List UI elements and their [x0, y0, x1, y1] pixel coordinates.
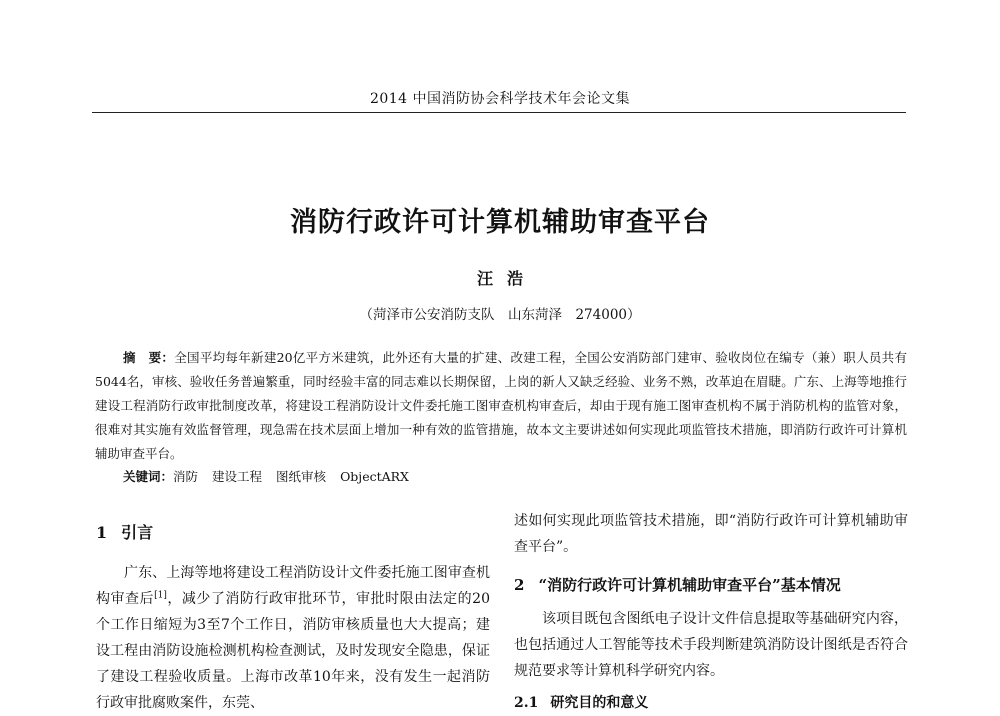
header-rule [92, 112, 906, 113]
body-paragraph: 该项目既包含图纸电子设计文件信息提取等基础研究内容，也包括通过人工智能等技术手段判断建筑消防设计图纸是否符合规范要求等计算机科学研究内容。 [514, 611, 908, 679]
keywords-label: 关键词： [123, 469, 174, 484]
abstract-label: 摘 要： [123, 350, 175, 365]
keyword: 消防 [173, 469, 199, 484]
section-heading [96, 520, 490, 546]
abstract [95, 346, 907, 466]
keyword: ObjectARX [340, 469, 409, 484]
right-column [514, 508, 908, 716]
author-affiliation: （菏泽市公安消防支队 山东菏泽 274000） [359, 307, 641, 323]
subsection-title: 研究目的和意义 [550, 695, 649, 711]
left-column [96, 520, 490, 716]
citation-ref: [1] [154, 590, 167, 601]
author-name: 汪浩 [476, 269, 537, 288]
keyword: 图纸审核 [276, 469, 327, 484]
section-number: 1 [96, 523, 108, 542]
running-header: 2014 中国消防协会科学技术年会论文集 [369, 91, 631, 107]
body-paragraph: 述如何实现此项监管技术措施，即“消防行政许可计算机辅助审查平台”。 [514, 513, 908, 555]
subsection-heading [514, 690, 908, 716]
keywords [95, 465, 907, 489]
section-number: 2 [514, 576, 525, 594]
abstract-text: 全国平均每年新建20亿平方米建筑，此外还有大量的扩建、改建工程，全国公安消防部门建审、验收岗位在编专（兼）职人员共有5044名，审核、验收任务普遍繁重，同时经验丰富的同志难以长期保留，上岗的新人又缺乏经验、业务不熟，改革迫在眉睫。广东、上海等地推行建设工程消防行政审批制度改革，将建设工程消防设计文件委托施工图审查机构审查后，却由于现有施工图审查机构不属于消防机构的监管对象，很难对其实施有效监督管理，现急需在技术层面上增加一种有效的监管措施，故本文主要讲述如何实现此项监管技术措施，即消防行政许可计算机辅助审查平台。 [95, 350, 907, 461]
article-title: 消防行政许可计算机辅助审查平台 [290, 207, 710, 238]
paragraph-text: ，减少了消防行政审批环节，审批时限由法定的20个工作日缩短为3至7个工作日，消防审核质量也大大提高；建设工程由消防设施检测机构检查测试，及时发现安全隐患，保证了建设工程验收质量。上海市改革10年来，没有发生一起消防行政审批腐败案件，东莞、 [96, 591, 490, 711]
paragraph-text: 广东、上海等地将建设工程消防设计文件委托施工图审查机构审查后 [96, 565, 490, 607]
body-paragraph [96, 560, 490, 716]
subsection-number: 2.1 [514, 695, 539, 711]
section-title: 引言 [121, 523, 154, 542]
section-heading [514, 572, 908, 598]
section-title: “消防行政许可计算机辅助审查平台”基本情况 [538, 576, 841, 594]
keyword: 建设工程 [212, 469, 263, 484]
